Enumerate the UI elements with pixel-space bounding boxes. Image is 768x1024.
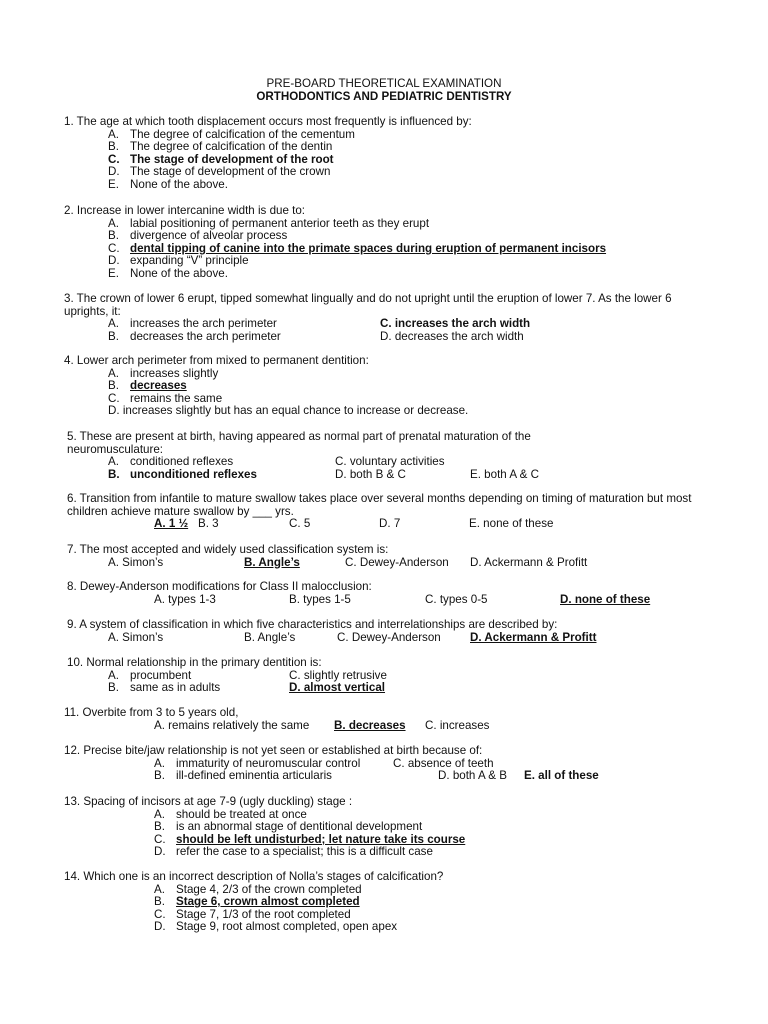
question-8 — [64, 581, 724, 606]
option-d: D. refer the case to a specialist; this is a difficult case — [154, 845, 433, 859]
question-4 — [64, 355, 724, 418]
option-a-answer: A. 1 ½ — [154, 517, 189, 531]
option-b: B. ill-defined eminentia articularis — [154, 769, 332, 783]
option-e: E. None of the above. — [108, 266, 228, 280]
option-c: C. voluntary activities — [335, 455, 445, 469]
question-7 — [64, 544, 724, 569]
question-stem: 2. Increase in lower intercanine width is due to: — [64, 204, 306, 217]
option-row — [64, 518, 724, 531]
option-b: B. same as in adults — [108, 681, 221, 695]
option-row — [64, 594, 724, 607]
option-a: A. Simon’s — [108, 555, 164, 569]
option-a: A. increases slightly — [108, 366, 219, 380]
option-a: A. remains relatively the same — [154, 718, 310, 732]
question-stem: 11. Overbite from 3 to 5 years old, — [64, 706, 239, 719]
option-d: D. decreases the arch width — [380, 329, 524, 343]
question-stem: 13. Spacing of incisors at age 7-9 (ugly duckling) stage : — [64, 795, 353, 808]
option-c-answer: C. dental tipping of canine into the primate spaces during eruption of permanent incisors — [108, 241, 607, 255]
option-c: C. Dewey-Anderson — [345, 555, 449, 569]
option-e: E. none of these — [469, 517, 554, 531]
option-a: A. immaturity of neuromuscular control — [154, 756, 361, 770]
option-c: C. Stage 7, 1/3 of the root completed — [154, 907, 351, 921]
question-stem: 6. Transition from infantile to mature swallow takes place over several months depending on timing of maturation but most children achieve mature swallow by ___ yrs. — [67, 492, 692, 518]
option-d: D. increases slightly but has an equal chance to increase or decrease. — [108, 404, 469, 418]
question-3 — [64, 293, 724, 343]
option-b: B. is an abnormal stage of dentitional development — [154, 820, 423, 834]
option-b: B. types 1-5 — [289, 592, 351, 606]
option-b: B. Angle’s — [244, 630, 296, 644]
option-b: B. The degree of calcification of the dentin — [108, 140, 333, 154]
option-a: A. The degree of calcification of the cementum — [108, 127, 355, 141]
option-d: D. Stage 9, root almost completed, open apex — [154, 920, 398, 934]
option-a: A. increases the arch perimeter — [108, 317, 277, 331]
option-e: E. None of the above. — [108, 177, 228, 191]
option-d-answer: D. almost vertical — [289, 681, 386, 695]
exam-subtitle: ORTHODONTICS AND PEDIATRIC DENTISTRY — [256, 90, 512, 103]
question-13 — [64, 796, 724, 859]
option-row — [64, 720, 724, 733]
option-a: A. types 1-3 — [154, 592, 216, 606]
option-d: D. expanding “V” principle — [108, 254, 249, 268]
option-row-2 — [64, 770, 724, 783]
question-9 — [64, 619, 724, 644]
question-11 — [64, 707, 724, 732]
option-b-answer: B. unconditioned reflexes — [108, 467, 257, 481]
question-stem: 4. Lower arch perimeter from mixed to permanent dentition: — [64, 354, 369, 367]
option-b: B. decreases the arch perimeter — [108, 329, 281, 343]
question-stem: 3. The crown of lower 6 erupt, tipped somewhat lingually and do not upright until the eruption of lower 7. As the lower 6 uprights, it: — [64, 292, 672, 318]
option-c: C. types 0-5 — [425, 592, 488, 606]
option-c: C. Dewey-Anderson — [337, 630, 441, 644]
option-row — [64, 632, 724, 645]
option-d: D. 7 — [379, 517, 401, 531]
option-c: C. absence of teeth — [393, 756, 494, 770]
option-b-answer: B. Stage 6, crown almost completed — [154, 895, 360, 909]
question-2 — [64, 205, 724, 281]
question-stem: 14. Which one is an incorrect description of Nolla’s stages of calcification? — [64, 870, 444, 883]
question-stem: 5. These are present at birth, having appeared as normal part of prenatal maturation of the neuromusculature: — [67, 430, 531, 456]
option-a: A. Stage 4, 2/3 of the crown completed — [154, 882, 362, 896]
option-d: D. The stage of development of the crown — [108, 165, 331, 179]
option-c-answer: C. increases the arch width — [380, 317, 531, 331]
question-stem: 10. Normal relationship in the primary dentition is: — [67, 656, 322, 669]
option-d: D. both A & B — [438, 769, 507, 783]
option-a: A. Simon’s — [108, 630, 164, 644]
question-5 — [64, 431, 724, 481]
question-stem: 7. The most accepted and widely used classification system is: — [67, 543, 389, 556]
exam-title: PRE-BOARD THEORETICAL EXAMINATION — [266, 77, 502, 90]
option-c-answer: C. should be left undisturbed; let nature take its course — [154, 832, 466, 846]
question-12 — [64, 745, 724, 783]
option-d: D. both B & C — [335, 467, 406, 481]
option-a: A. should be treated at once — [154, 807, 307, 821]
option-a: A. procumbent — [108, 668, 192, 682]
option-c: C. slightly retrusive — [289, 668, 387, 682]
option-b-answer: B. Angle’s — [244, 555, 300, 569]
option-c: C. 5 — [289, 517, 311, 531]
option-a: A. conditioned reflexes — [108, 455, 234, 469]
option-d: D. Ackermann & Profitt — [470, 555, 588, 569]
option-b: B. 3 — [198, 517, 219, 531]
question-10 — [64, 657, 724, 695]
option-c: C. increases — [425, 718, 490, 732]
option-d-answer: D. Ackermann & Profitt — [470, 630, 597, 644]
option-c-answer: C. The stage of development of the root — [108, 152, 334, 166]
option-row-2 — [64, 331, 724, 344]
option-a: A. labial positioning of permanent anterior teeth as they erupt — [108, 216, 430, 230]
question-stem: 8. Dewey-Anderson modifications for Class II malocclusion: — [67, 580, 372, 593]
option-d-answer: D. none of these — [560, 592, 651, 606]
question-14 — [64, 871, 724, 934]
question-6 — [64, 493, 724, 531]
option-e-answer: E. all of these — [524, 769, 599, 783]
question-stem: 1. The age at which tooth displacement occurs most frequently is influenced by: — [64, 115, 472, 128]
option-row-2 — [64, 682, 724, 695]
option-e: E. both A & C — [470, 467, 539, 481]
option-b-answer: B. decreases — [334, 718, 406, 732]
option-b-answer: B. decreases — [108, 379, 187, 393]
option-b: B. divergence of alveolar process — [108, 229, 288, 243]
option-row — [64, 557, 724, 570]
question-stem: 12. Precise bite/jaw relationship is not yet seen or established at birth because of: — [64, 744, 483, 757]
question-stem: 9. A system of classification in which five characteristics and interrelationships are described by: — [67, 618, 558, 631]
question-1 — [64, 116, 724, 192]
option-row-2 — [64, 469, 724, 482]
option-c: C. remains the same — [108, 391, 223, 405]
